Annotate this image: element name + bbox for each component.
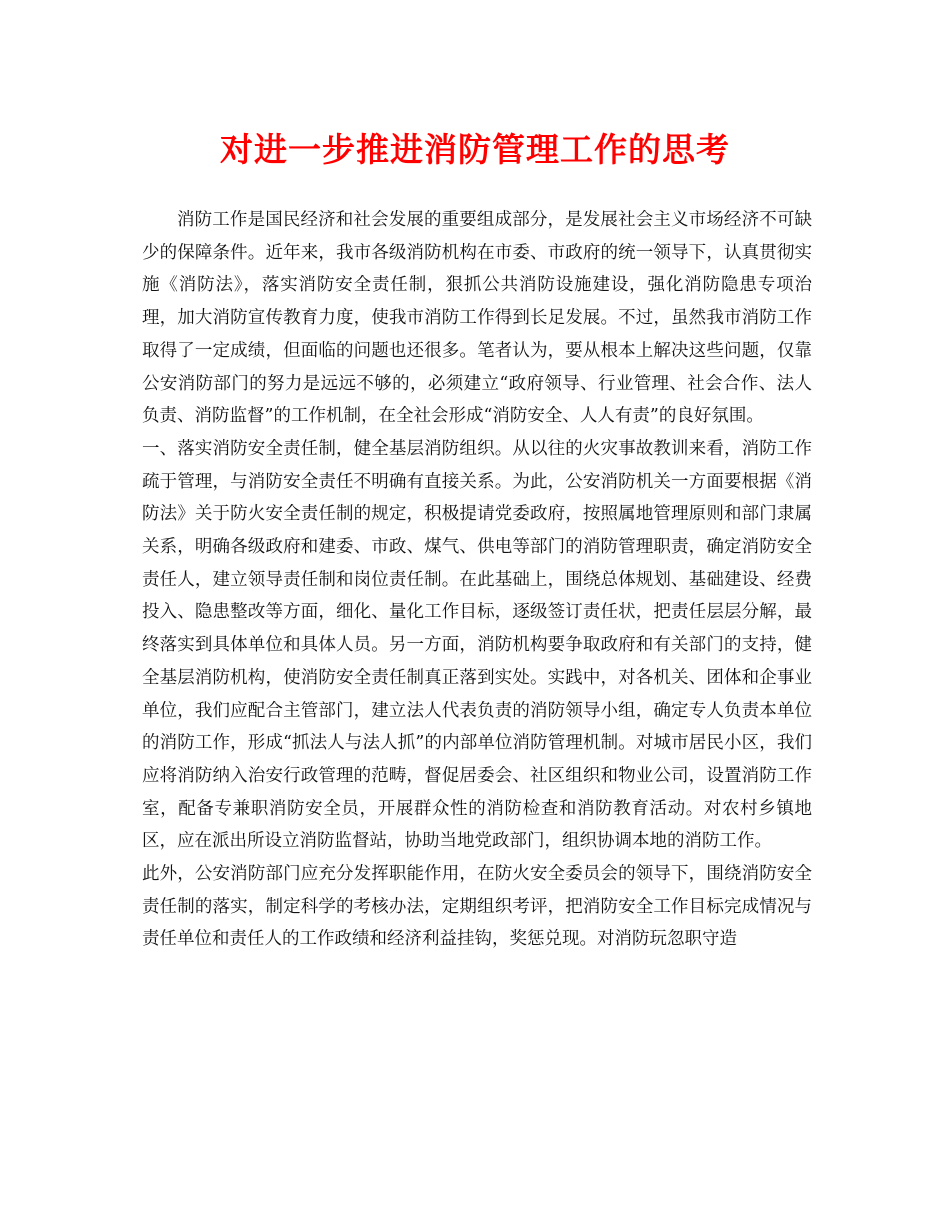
document-body bbox=[142, 204, 812, 956]
paragraph-section-one: 一、落实消防安全责任制，健全基层消防组织。从以往的火灾事故教训来看，消防工作疏于管理，与消防安全责任不明确有直接关系。为此，公安消防机关一方面要根据《消防法》关于防火安全责任制的规定，积极提请党委政府，按照属地管理原则和部门隶属关系，明确各级政府和建委、市政、煤气、供电等部门的消防管理职责，确定消防安全责任人，建立领导责任制和岗位责任制。在此基础上，围绕总体规划、基础建设、经费投入、隐患整改等方面，细化、量化工作目标，逐级签订责任状，把责任层层分解，最终落实到具体单位和具体人员。另一方面，消防机构要争取政府和有关部门的支持，健全基层消防机构，使消防安全责任制真正落到实处。实践中，对各机关、团体和企事业单位，我们应配合主管部门，建立法人代表负责的消防领导小组，确定专人负责本单位的消防工作，形成“抓法人与法人抓”的内部单位消防管理机制。对城市居民小区，我们应将消防纳入治安行政管理的范畴，督促居委会、社区组织和物业公司，设置消防工作室，配备专兼职消防安全员，开展群众性的消防检查和消防教育活动。对农村乡镇地区，应在派出所设立消防监督站，协助当地党政部门，组织协调本地的消防工作。 bbox=[142, 438, 812, 852]
paragraph-additional: 此外，公安消防部门应充分发挥职能作用，在防火安全委员会的领导下，围绕消防安全责任制的落实，制定科学的考核办法，定期组织考评，把消防安全工作目标完成情况与责任单位和责任人的工作政绩和经济利益挂钩，奖惩兑现。对消防玩忽职守造 bbox=[142, 864, 812, 950]
paragraph-intro: 消防工作是国民经济和社会发展的重要组成部分，是发展社会主义市场经济不可缺少的保障条件。近年来，我市各级消防机构在市委、市政府的统一领导下，认真贯彻实施《消防法》，落实消防安全责任制，狠抓公共消防设施建设，强化消防隐患专项治理，加大消防宣传教育力度，使我市消防工作得到长足发展。不过，虽然我市消防工作取得了一定成绩，但面临的问题也还很多。笔者认为，要从根本上解决这些问题，仅靠公安消防部门的努力是远远不够的，必须建立“政府领导、行业管理、社会合作、法人负责、消防监督”的工作机制，在全社会形成“消防安全、人人有责”的良好氛围。 bbox=[142, 210, 812, 427]
document-title: 对进一步推进消防管理工作的思考 bbox=[220, 130, 730, 169]
